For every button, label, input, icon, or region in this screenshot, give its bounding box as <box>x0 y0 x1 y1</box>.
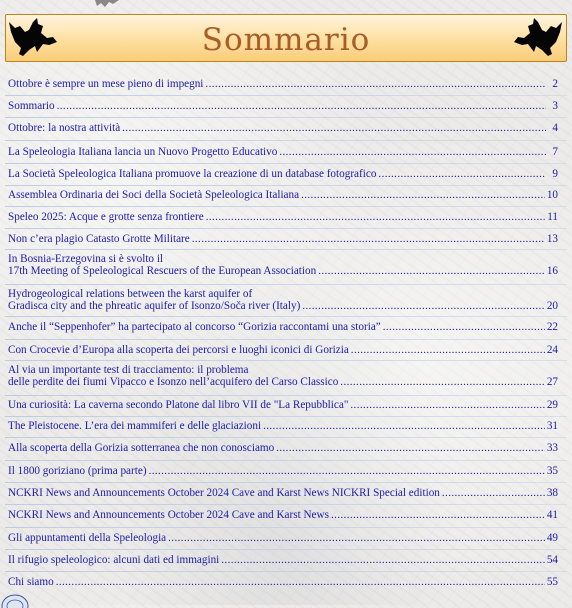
dot-leader <box>57 100 546 112</box>
dot-leader <box>221 554 545 566</box>
dot-leader <box>192 233 545 245</box>
dot-leader <box>263 420 545 432</box>
toc-entry[interactable] <box>8 344 558 356</box>
entry-divider <box>5 163 567 164</box>
entry-divider <box>5 95 567 96</box>
toc-entry-title <box>8 554 219 566</box>
toc-entry-page-number: 9 <box>552 168 558 180</box>
toc-entry[interactable] <box>8 554 558 566</box>
toc-entry-title <box>8 168 376 180</box>
toc-entry-page-number: 10 <box>546 189 558 201</box>
toc-entry-page-number: 55 <box>546 576 558 588</box>
toc-entry-page-number: 13 <box>546 233 558 245</box>
entry-divider <box>5 117 567 118</box>
entry-divider <box>5 549 567 550</box>
logo-seal-icon <box>0 592 30 608</box>
dot-leader <box>442 487 545 499</box>
dot-leader <box>205 78 546 90</box>
toc-entry-page-number: 20 <box>546 300 558 312</box>
dot-leader <box>206 211 546 223</box>
toc-entry-title <box>8 344 349 356</box>
dot-leader <box>378 168 546 180</box>
toc-entry-title <box>8 487 440 499</box>
dot-leader <box>301 189 545 201</box>
toc-entry[interactable] <box>8 211 558 223</box>
toc-entry-page-number: 33 <box>546 442 558 454</box>
toc-entry-title-line: Al via un importante test di tracciamento: il problema <box>8 364 249 376</box>
toc-entry[interactable] <box>8 146 558 158</box>
entry-divider <box>5 460 567 461</box>
dot-leader <box>149 465 545 477</box>
dot-leader <box>318 265 545 277</box>
toc-entry-title-line: Speleo 2025: Acque e grotte senza frontiere <box>8 211 204 223</box>
toc-entry-title-line: In Bosnia-Erzegovina si è svolto il <box>8 253 164 265</box>
toc-entry[interactable] <box>8 442 558 454</box>
toc-entry-title-line: NCKRI News and Announcements October 2024 Cave and Karst News NICKRI Special edition <box>8 487 440 499</box>
toc-entry[interactable] <box>8 233 558 245</box>
toc-entry-title-line: Sommario <box>8 100 55 112</box>
toc-entry-page-number: 22 <box>546 321 558 333</box>
toc-entry-title-line: Ottobre è sempre un mese pieno di impegni <box>8 78 204 90</box>
dot-leader <box>351 344 545 356</box>
toc-entry-page-number: 24 <box>546 344 558 356</box>
dot-leader <box>168 532 545 544</box>
dot-leader <box>302 300 545 312</box>
toc-entry-title <box>8 399 348 411</box>
entry-divider <box>5 437 567 438</box>
toc-entry[interactable] <box>8 399 558 411</box>
toc-entry[interactable] <box>8 253 558 277</box>
toc-entry-page-number: 16 <box>546 265 558 277</box>
toc-entry-title-line: NCKRI News and Announcements October 2024 Cave and Karst News <box>8 509 329 521</box>
toc-entry-title-line: 17th Meeting of Speleological Rescuers of the European Association <box>8 265 317 277</box>
toc-entry-title-line: Con Crocevie d’Europa alla scoperta dei percorsi e luoghi iconici di Gorizia <box>8 344 349 356</box>
toc-entry-title <box>8 442 274 454</box>
toc-entry-page-number: 27 <box>546 376 558 388</box>
toc-entry-page-number: 54 <box>546 554 558 566</box>
toc-entry[interactable] <box>8 288 558 312</box>
toc-entry-title-line: Hydrogeological relations between the karst aquifer of <box>8 288 253 300</box>
toc-entry-page-number: 7 <box>552 146 558 158</box>
toc-entry[interactable] <box>8 78 558 90</box>
toc-entry-title-line: Chi siamo <box>8 576 54 588</box>
toc-entry-page-number: 31 <box>546 420 558 432</box>
entry-divider <box>5 185 567 186</box>
entry-divider <box>5 316 567 317</box>
toc-entry-title-line: Una curiosità: La caverna secondo Platone dal libro VII de "La Repubblica" <box>8 399 349 411</box>
toc-entry-title <box>8 576 54 588</box>
toc-entry[interactable] <box>8 122 558 134</box>
toc-entry-title-line: La Speleologia Italiana lancia un Nuovo Progetto Educativo <box>8 146 278 158</box>
toc-entry-title <box>8 288 300 312</box>
entry-divider <box>5 360 567 361</box>
toc-entry-page-number: 3 <box>552 100 558 112</box>
entry-divider <box>5 249 567 250</box>
toc-entry-title-line: Il 1800 goriziano (prima parte) <box>8 465 147 477</box>
toc-entry-title <box>8 253 316 277</box>
entry-divider <box>5 284 567 285</box>
toc-entry-title <box>8 78 203 90</box>
toc-entry-title <box>8 420 261 432</box>
toc-entry-title-line: Gradisca city and the phreatic aquifer of Isonzo/Soča river (Italy) <box>8 300 301 312</box>
toc-entry-page-number: 49 <box>546 532 558 544</box>
toc-entry-page-number: 35 <box>546 465 558 477</box>
dot-leader <box>350 399 544 411</box>
toc-entry-title <box>8 233 190 245</box>
toc-entry-title <box>8 321 381 333</box>
entry-divider <box>5 140 567 141</box>
entry-divider <box>5 395 567 396</box>
toc-entry-title <box>8 532 166 544</box>
toc-entry[interactable] <box>8 168 558 180</box>
toc-entry-page-number: 11 <box>547 211 558 223</box>
toc-entry-title-line: La Società Speleologica Italiana promuove la creazione di un database fotografico <box>8 168 377 180</box>
entry-divider <box>5 228 567 229</box>
toc-entry[interactable] <box>8 576 558 588</box>
dot-leader <box>279 146 546 158</box>
toc-entry-title <box>8 189 299 201</box>
toc-entry-title-line: Il rifugio speleologico: alcuni dati ed immagini <box>8 554 220 566</box>
entry-divider <box>5 527 567 528</box>
dot-leader <box>340 376 545 388</box>
entry-divider <box>5 206 567 207</box>
toc-entry-title <box>8 122 120 134</box>
toc-entry[interactable] <box>8 465 558 477</box>
toc-entry-title-line: Non c’era plagio Catasto Grotte Militare <box>8 233 190 245</box>
toc-entry-title-line: The Pleistocene. L’era dei mammiferi e delle glaciazioni <box>8 420 262 432</box>
toc-entry-title <box>8 100 55 112</box>
toc-entry-title <box>8 364 338 388</box>
dot-leader <box>276 442 545 454</box>
dot-leader <box>122 122 546 134</box>
dot-leader <box>56 576 545 588</box>
toc-entry[interactable] <box>8 189 558 201</box>
toc-entry-title-line: Alla scoperta della Gorizia sotterranea che non conosciamo <box>8 442 275 454</box>
toc-entry[interactable] <box>8 100 558 112</box>
toc-entry-title-line: Ottobre: la nostra attività <box>8 122 121 134</box>
toc-entry-title-line: Anche il “Seppenhofer” ha partecipato al concorso “Gorizia raccontami una storia” <box>8 321 381 333</box>
entry-divider <box>5 416 567 417</box>
toc-entry-title <box>8 509 329 521</box>
toc-entry[interactable] <box>8 420 558 432</box>
toc-entry[interactable] <box>8 509 558 521</box>
toc-entry-title <box>8 465 147 477</box>
toc-entry-title-line: Gli appuntamenti della Speleologia <box>8 532 167 544</box>
dot-leader <box>383 321 545 333</box>
toc-entry-title-line: delle perdite dei fiumi Vipacco e Isonzo nell’acquifero del Carso Classico <box>8 376 339 388</box>
entry-divider <box>5 339 567 340</box>
toc-entry[interactable] <box>8 321 558 333</box>
toc-entry-title <box>8 146 277 158</box>
page-title: Sommario <box>201 22 371 58</box>
toc-entry-page-number: 2 <box>552 78 558 90</box>
toc-entry-page-number: 29 <box>546 399 558 411</box>
toc-entry[interactable] <box>8 532 558 544</box>
toc-entry[interactable] <box>8 364 558 388</box>
entry-divider <box>5 504 567 505</box>
toc-entry-page-number: 38 <box>546 487 558 499</box>
toc-entry-page-number: 41 <box>546 509 558 521</box>
entry-divider <box>5 482 567 483</box>
dot-leader <box>331 509 545 521</box>
toc-entry-page-number: 4 <box>552 122 558 134</box>
toc-entry[interactable] <box>8 487 558 499</box>
entry-divider <box>5 571 567 572</box>
toc-entry-title-line: Assemblea Ordinaria dei Soci della Società Speleologica Italiana <box>8 189 300 201</box>
toc-entry-title <box>8 211 204 223</box>
